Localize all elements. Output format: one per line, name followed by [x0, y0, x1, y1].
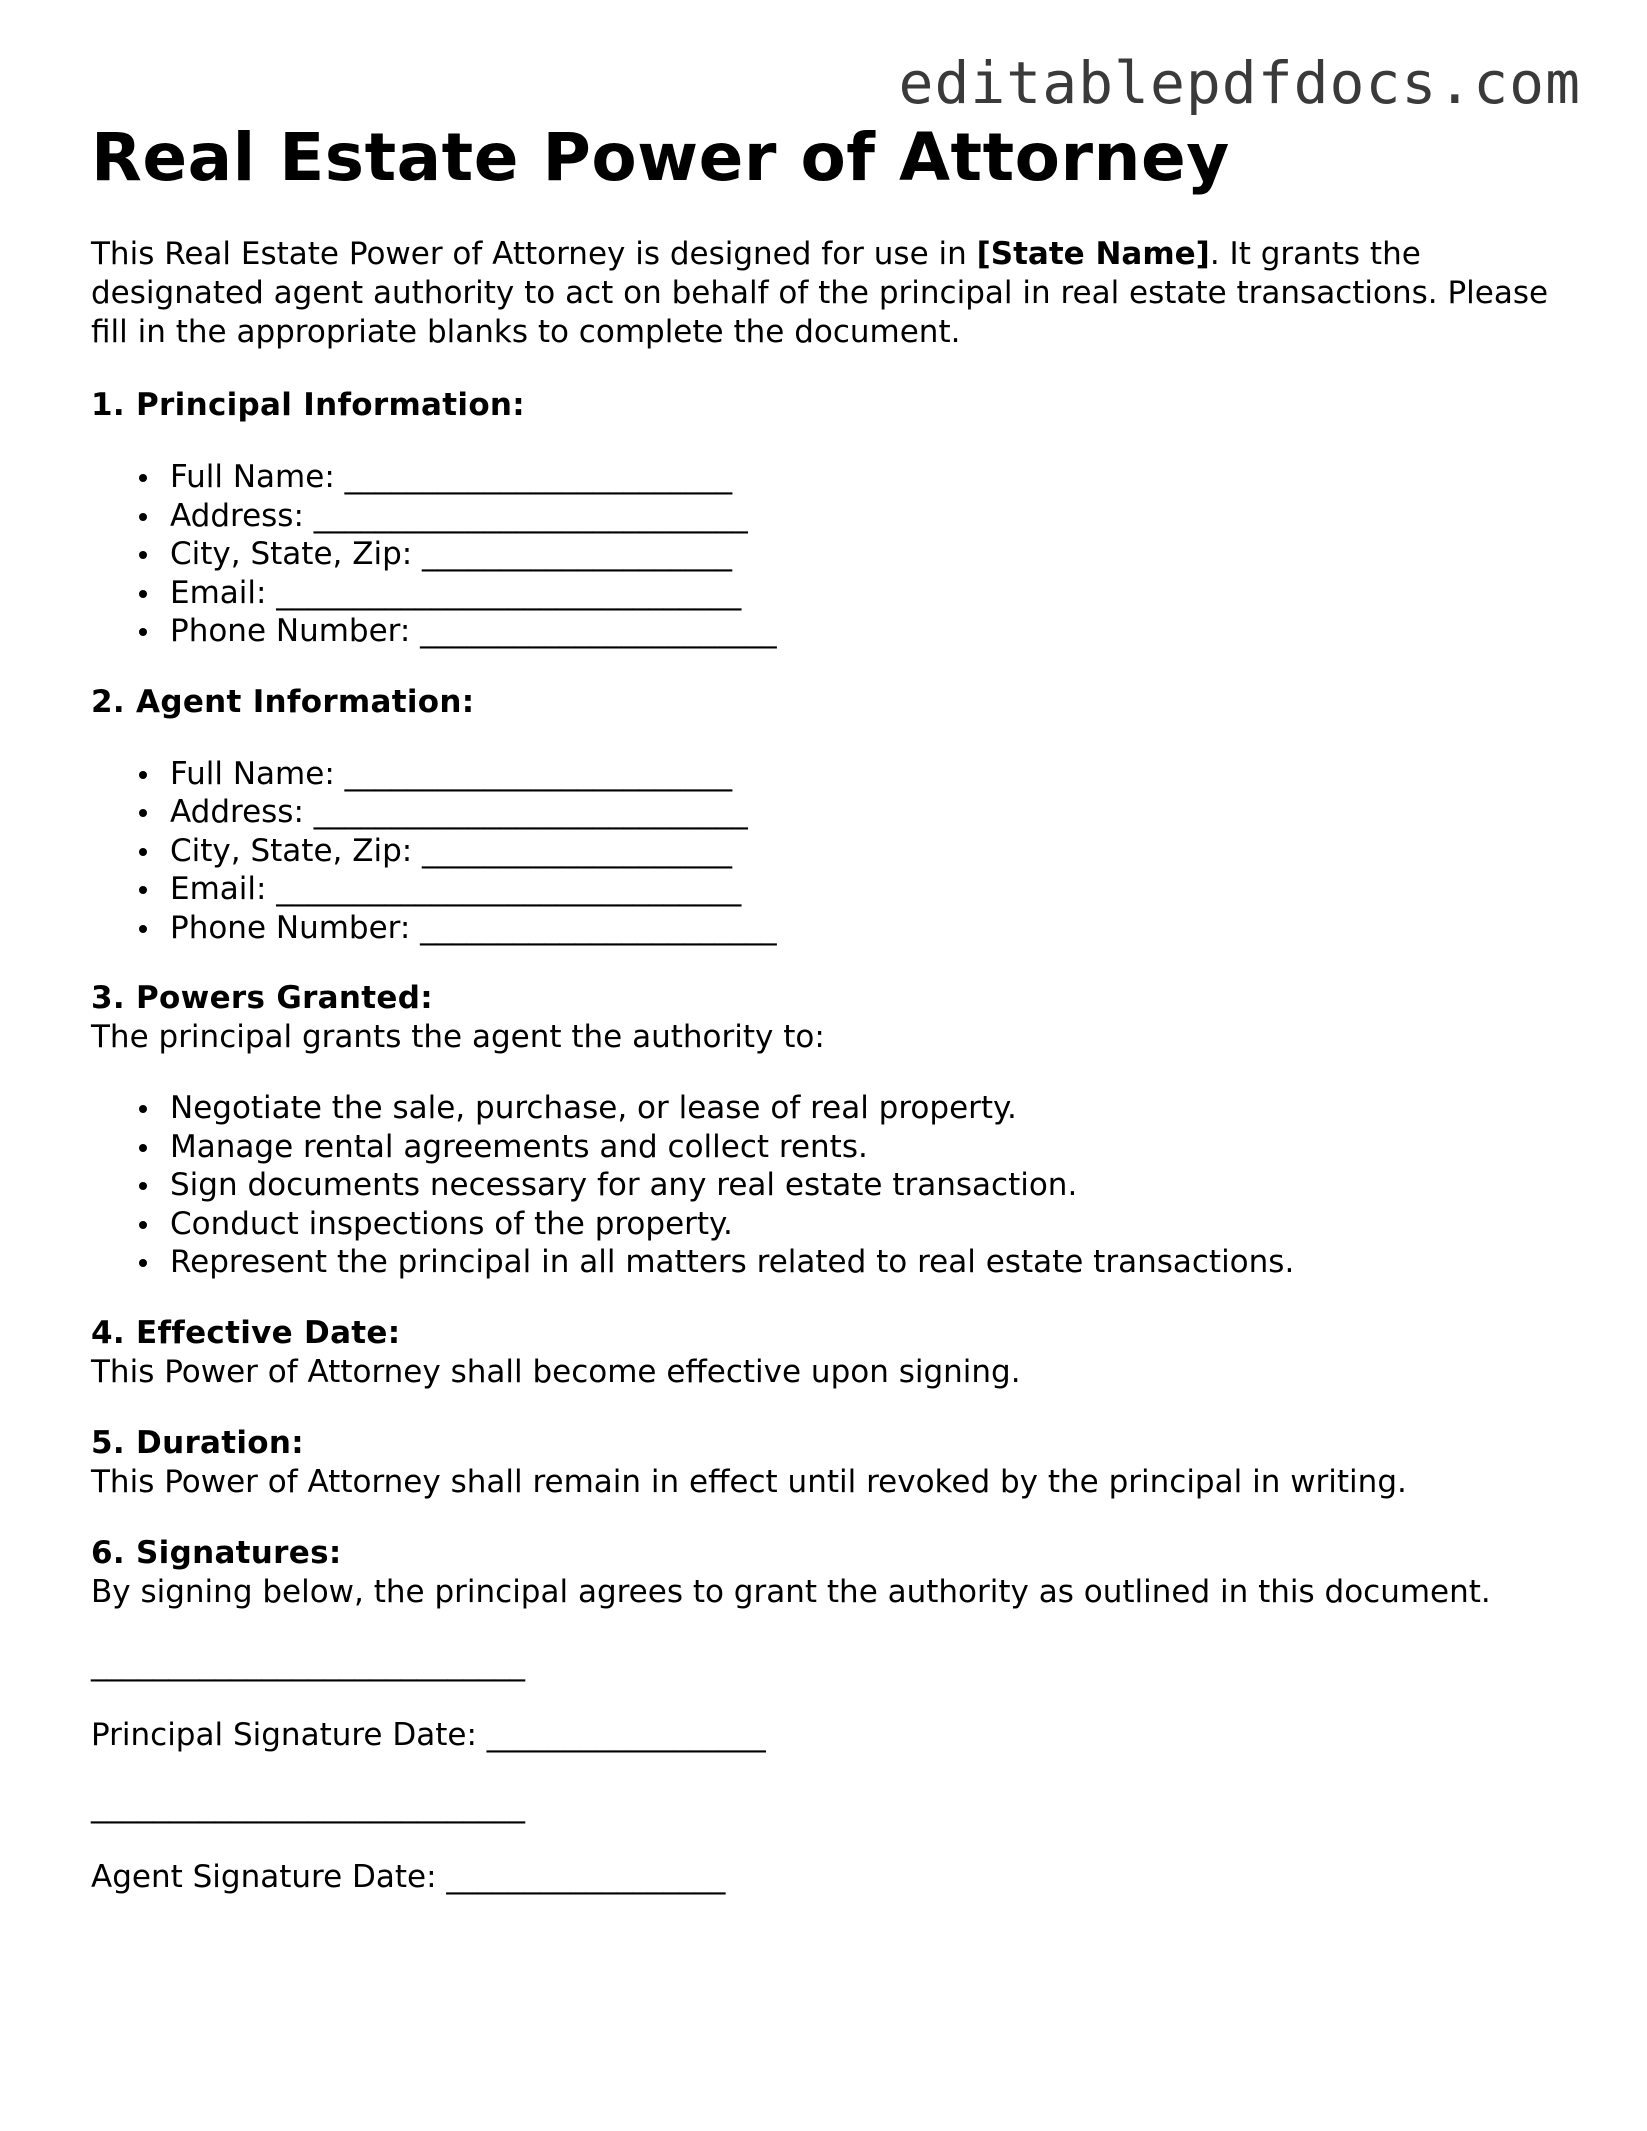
document-page [91, 118, 1571, 1897]
powers-list [91, 1089, 1571, 1282]
principal-email-field[interactable]: Email: ______________________________ [170, 574, 1571, 613]
agent-phone-field[interactable]: Phone Number: _______________________ [170, 909, 1571, 948]
power-item: Manage rental agreements and collect rents. [170, 1128, 1571, 1167]
principal-field-list [91, 458, 1571, 651]
signatures-text: By signing below, the principal agrees to grant the authority as outlined in this document. [91, 1573, 1491, 1610]
powers-heading: 3. Powers Granted: [91, 980, 433, 1016]
agent-heading: 2. Agent Information: [91, 683, 475, 720]
power-item: Represent the principal in all matters related to real estate transactions. [170, 1243, 1571, 1282]
duration-text: This Power of Attorney shall remain in effect until revoked by the principal in writing. [91, 1463, 1407, 1500]
agent-signature-line[interactable]: ____________________________ [91, 1787, 525, 1824]
principal-heading: 1. Principal Information: [91, 387, 525, 423]
intro-paragraph [91, 235, 1571, 352]
agent-signature-date-field[interactable]: Agent Signature Date: __________________ [91, 1858, 726, 1895]
state-name-placeholder: [State Name] [976, 236, 1210, 272]
effective-date-text: This Power of Attorney shall become effective upon signing. [91, 1353, 1021, 1390]
document-title: Real Estate Power of Attorney [91, 119, 1230, 196]
signatures-heading: 6. Signatures: [91, 1534, 342, 1571]
agent-address-field[interactable]: Address: ____________________________ [170, 793, 1571, 832]
agent-city-state-zip-field[interactable]: City, State, Zip: ____________________ [170, 832, 1571, 871]
powers-lead-text: The principal grants the agent the authority to: [91, 1019, 825, 1055]
power-item: Sign documents necessary for any real estate transaction. [170, 1166, 1571, 1205]
agent-email-field[interactable]: Email: ______________________________ [170, 870, 1571, 909]
principal-signature-date-field[interactable]: Principal Signature Date: __________________ [91, 1716, 766, 1753]
principal-address-field[interactable]: Address: ____________________________ [170, 497, 1571, 536]
intro-text-after: . It grants the designated agent authority to act on behalf of the principal in real estate transactions. Please fill in the appropriate blanks to complete the document. [91, 236, 1549, 350]
duration-heading: 5. Duration: [91, 1424, 304, 1461]
agent-field-list [91, 755, 1571, 948]
power-item: Negotiate the sale, purchase, or lease of real property. [170, 1089, 1571, 1128]
watermark: editablepdfdocs.com [898, 49, 1581, 117]
principal-full-name-field[interactable]: Full Name: _________________________ [170, 458, 1571, 497]
intro-text-before: This Real Estate Power of Attorney is designed for use in [91, 236, 977, 272]
effective-date-heading: 4. Effective Date: [91, 1314, 401, 1351]
agent-full-name-field[interactable]: Full Name: _________________________ [170, 755, 1571, 794]
power-item: Conduct inspections of the property. [170, 1205, 1571, 1244]
principal-phone-field[interactable]: Phone Number: _______________________ [170, 612, 1571, 651]
principal-city-state-zip-field[interactable]: City, State, Zip: ____________________ [170, 535, 1571, 574]
principal-signature-line[interactable]: ____________________________ [91, 1645, 525, 1682]
